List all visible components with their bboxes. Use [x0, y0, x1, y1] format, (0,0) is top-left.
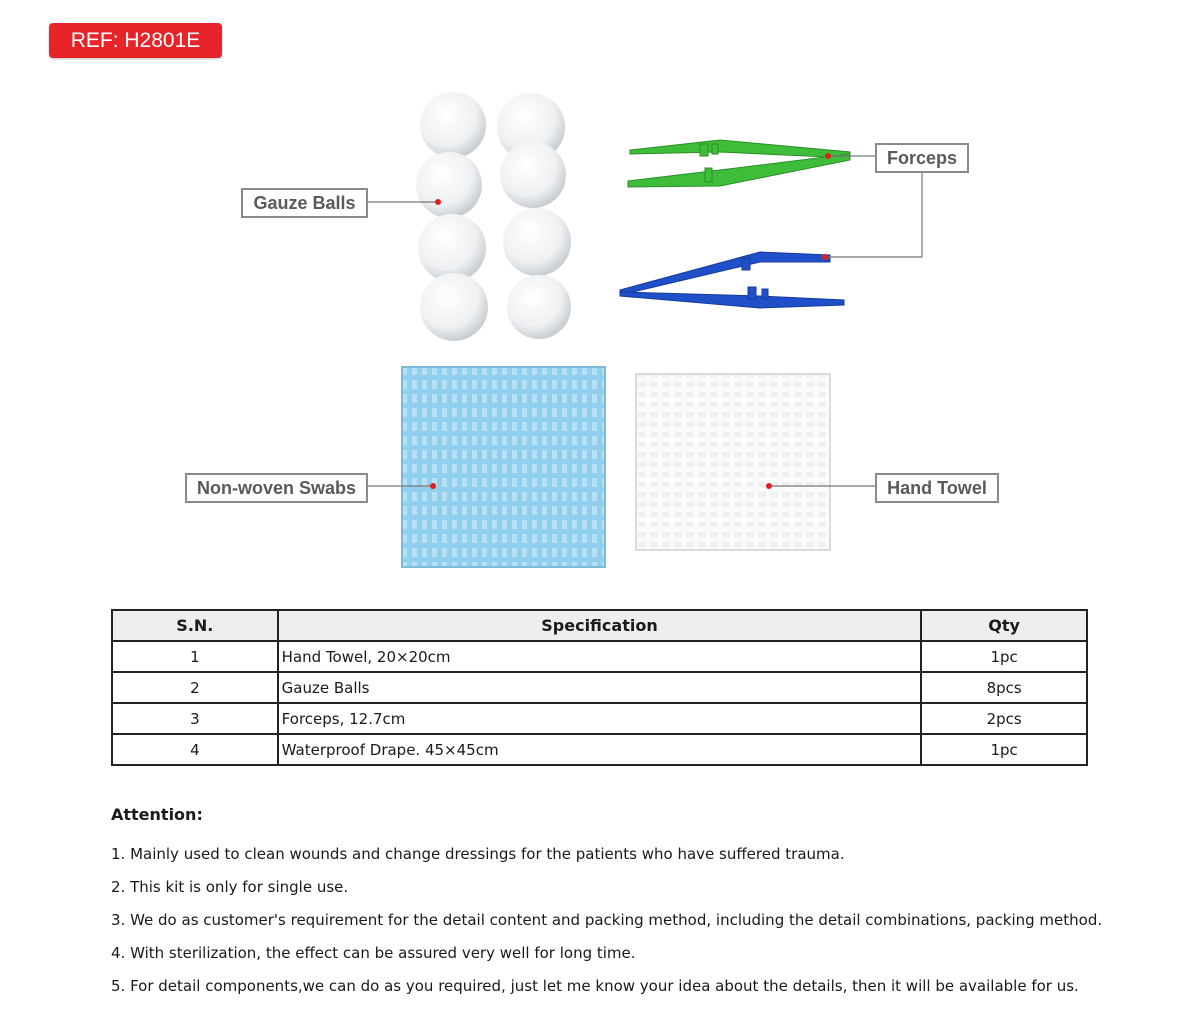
blue-forceps-image [620, 252, 844, 308]
sn-cell: 3 [112, 703, 278, 734]
table-row [112, 703, 1087, 734]
spec-cell: Hand Towel, 20×20cm [278, 641, 922, 672]
non-woven-swabs-image [402, 367, 605, 567]
attention-title: Attention: [111, 805, 203, 824]
qty-cell: 1pc [921, 734, 1087, 765]
qty-cell: 2pcs [921, 703, 1087, 734]
attention-item: 2. This kit is only for single use. [111, 878, 349, 896]
qty-cell: 8pcs [921, 672, 1087, 703]
qty-cell: 1pc [921, 641, 1087, 672]
gauze-balls-image [416, 92, 571, 341]
attention-item: 5. For detail components,we can do as you required, just let me know your idea about the details, then it will be available for us. [111, 977, 1079, 995]
sn-header: S.N. [112, 610, 278, 641]
table-header-row [112, 610, 1087, 641]
attention-item: 4. With sterilization, the effect can be assured very well for long time. [111, 944, 636, 962]
hand-towel-image [636, 374, 830, 550]
spec-header: Specification [278, 610, 922, 641]
non-woven-swabs-label: Non-woven Swabs [185, 473, 368, 503]
attention-item: 1. Mainly used to clean wounds and change dressings for the patients who have suffered trauma. [111, 845, 845, 863]
green-forceps-image [628, 140, 850, 187]
qty-header: Qty [921, 610, 1087, 641]
ref-badge: REF: H2801E [49, 23, 222, 58]
table-row [112, 734, 1087, 765]
forceps-label: Forceps [875, 143, 969, 173]
spec-cell: Gauze Balls [278, 672, 922, 703]
attention-list [111, 843, 1102, 1008]
table-row [112, 641, 1087, 672]
spec-cell: Waterproof Drape. 45×45cm [278, 734, 922, 765]
sn-cell: 4 [112, 734, 278, 765]
attention-item: 3. We do as customer's requirement for the detail content and packing method, including the detail combinations, packing method. [111, 911, 1103, 929]
gauze-balls-label: Gauze Balls [241, 188, 368, 218]
hand-towel-label: Hand Towel [875, 473, 999, 503]
sn-cell: 2 [112, 672, 278, 703]
spec-cell: Forceps, 12.7cm [278, 703, 922, 734]
sn-cell: 1 [112, 641, 278, 672]
table-row [112, 672, 1087, 703]
specification-table [111, 609, 1088, 766]
